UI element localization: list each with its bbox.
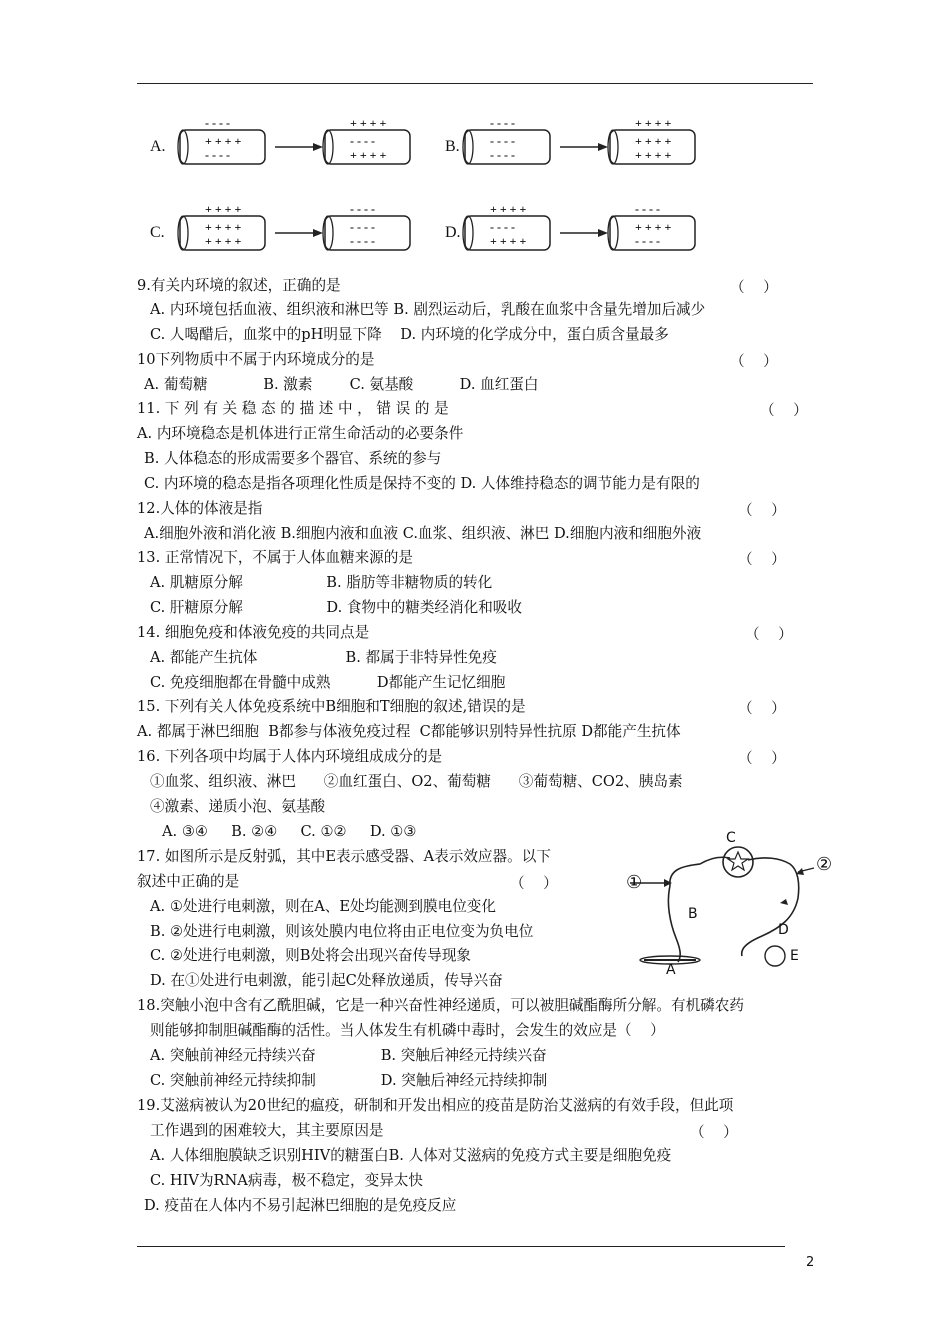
fig-b-before-top: - - - - — [490, 116, 515, 130]
q17-options-2: B. ②处进行电刺激，则该处膜内电位将由正电位变为负电位 — [150, 923, 534, 940]
q9-options-1: A. 内环境包括血液、组织液和淋巴等 B. 剧烈运动后，乳酸在血浆中含量先增加后减少 — [150, 301, 706, 318]
fig-c-after-low: - - - - — [350, 234, 375, 248]
q14-options-1: A. 都能产生抗体 B. 都属于非特异性免疫 — [150, 649, 497, 666]
q9-stem: 9.有关内环境的叙述，正确的是 — [137, 277, 341, 294]
q12-answer-paren: （ ） — [738, 502, 786, 519]
figure-panel-c — [150, 204, 445, 264]
figure-label-a: A. — [150, 138, 166, 155]
reflex-label-one: ① — [626, 872, 643, 893]
q11-answer-paren: （ ） — [760, 402, 808, 419]
reflex-arc-diagram — [626, 828, 840, 978]
q19-options-3: D. 疫苗在人体内不易引起淋巴细胞的是免疫反应 — [144, 1197, 457, 1214]
figure-label-b: B. — [445, 138, 460, 155]
reflex-label-b: B — [688, 906, 698, 922]
fig-c-before-top: + + + + — [205, 202, 242, 216]
fig-a-after-mid: - - - - — [350, 134, 375, 148]
q16-answer-paren: （ ） — [738, 750, 786, 767]
footer-rule — [137, 1246, 785, 1247]
q13-stem: 13. 正常情况下，不属于人体血糖来源的是 — [137, 549, 413, 566]
reflex-arc-drawing — [630, 828, 840, 978]
q13-options-2: C. 肝糖原分解 D. 食物中的糖类经消化和吸收 — [150, 599, 522, 616]
q19-stem-2: 工作遇到的困难较大，其主要原因是 — [150, 1122, 384, 1139]
q17-stem: 17. 如图所示是反射弧，其中E表示感受器、A表示效应器。以下 — [137, 848, 551, 865]
fig-d-after-low: - - - - — [635, 234, 660, 248]
fig-d-before-top: + + + + — [490, 202, 527, 216]
q11-options-1: A. 内环境稳态是机体进行正常生命活动的必要条件 — [137, 425, 464, 442]
fig-b-before-mid: - - - - — [490, 134, 515, 148]
fig-d-before-low: + + + + — [490, 234, 527, 248]
q17-answer-paren: （ ） — [510, 875, 558, 892]
q16-options-1: ①血浆、组织液、淋巴 ②血红蛋白、O2、葡萄糖 ③葡萄糖、CO2、胰岛素 — [150, 773, 683, 790]
fig-c-after-mid: - - - - — [350, 220, 375, 234]
reflex-label-d: D — [778, 922, 789, 938]
page-number: 2 — [806, 1255, 815, 1270]
figure-label-c: C. — [150, 224, 165, 241]
reflex-label-e: E — [790, 948, 799, 964]
fig-a-after-top: + + + + — [350, 116, 387, 130]
q10-stem: 10下列物质中不属于内环境成分的是 — [137, 351, 375, 368]
fig-d-before-mid: - - - - — [490, 220, 515, 234]
fig-c-after-top: - - - - — [350, 202, 375, 216]
q12-options-1: A.细胞外液和消化液 B.细胞内液和血液 C.血浆、组织液、淋巴 D.细胞内液和细胞外液 — [144, 525, 702, 542]
q16-options-3: A. ③④ B. ②④ C. ①② D. ①③ — [162, 823, 417, 840]
fig-a-before-top: - - - - — [205, 116, 230, 130]
figure-label-d: D. — [445, 224, 461, 241]
figure-panel-a — [150, 118, 445, 178]
fig-d-after-top: - - - - — [635, 202, 660, 216]
reflex-label-two: ② — [816, 854, 833, 875]
figure-panel-b — [445, 118, 730, 178]
fig-b-after-mid: + + + + — [635, 134, 672, 148]
header-rule — [137, 83, 813, 84]
q15-options-1: A. 都属于淋巴细胞 B都参与体液免疫过程 C都能够识别特异性抗原 D都能产生抗体 — [137, 723, 681, 740]
q10-answer-paren: （ ） — [730, 353, 778, 370]
q16-options-2: ④激素、递质小泡、氨基酸 — [150, 798, 326, 815]
q14-options-2: C. 免疫细胞都在骨髓中成熟 D都能产生记忆细胞 — [150, 674, 506, 691]
reflex-label-a: A — [666, 962, 676, 978]
q11-stem: 11. 下 列 有 关 稳 态 的 描 述 中 ， 错 误 的 是 — [137, 400, 449, 417]
q15-answer-paren: （ ） — [738, 700, 786, 717]
fig-c-before-low: + + + + — [205, 234, 242, 248]
q18-stem: 18.突触小泡中含有乙酰胆碱，它是一种兴奋性神经递质，可以被胆碱酯酶所分解。有机磷农药 — [137, 997, 744, 1014]
fig-a-before-low: - - - - — [205, 148, 230, 162]
fig-a-after-low: + + + + — [350, 148, 387, 162]
q14-stem: 14. 细胞免疫和体液免疫的共同点是 — [137, 624, 370, 641]
q13-options-1: A. 肌糖原分解 B. 脂肪等非糖物质的转化 — [150, 574, 493, 591]
q15-stem: 15. 下列有关人体免疫系统中B细胞和T细胞的叙述,错误的是 — [137, 698, 526, 715]
q13-answer-paren: （ ） — [738, 551, 786, 568]
q10-options-1: A. 葡萄糖 B. 激素 C. 氨基酸 D. 血红蛋白 — [144, 376, 539, 393]
q17-options-1: A. ①处进行电刺激，则在A、E处均能测到膜电位变化 — [150, 898, 496, 915]
q18-options-2: C. 突触前神经元持续抑制 D. 突触后神经元持续抑制 — [150, 1072, 548, 1089]
fig-b-after-top: + + + + — [635, 116, 672, 130]
fig-b-after-low: + + + + — [635, 148, 672, 162]
q9-options-2: C. 人喝醋后，血浆中的pH明显下降 D. 内环境的化学成分中，蛋白质含量最多 — [150, 326, 669, 343]
q19-stem: 19.艾滋病被认为20世纪的瘟疫，研制和开发出相应的疫苗是防治艾滋病的有效手段，但此项 — [137, 1097, 734, 1114]
q11-options-3: C. 内环境的稳态是指各项理化性质是保持不变的 D. 人体维持稳态的调节能力是有限的 — [144, 475, 700, 492]
fig-c-before-mid: + + + + — [205, 220, 242, 234]
q9-answer-paren: （ ） — [730, 279, 778, 296]
q12-stem: 12.人体的体液是指 — [137, 500, 263, 517]
fig-b-before-low: - - - - — [490, 148, 515, 162]
q19-options-1: A. 人体细胞膜缺乏识别HIV的糖蛋白B. 人体对艾滋病的免疫方式主要是细胞免疫 — [150, 1147, 672, 1164]
q14-answer-paren: （ ） — [745, 626, 793, 643]
fig-a-before-mid: + + + + — [205, 134, 242, 148]
q11-options-2: B. 人体稳态的形成需要多个器官、系统的参与 — [144, 450, 442, 467]
fig-d-after-mid: + + + + — [635, 220, 672, 234]
q19-options-2: C. HIV为RNA病毒，极不稳定，变异太快 — [150, 1172, 423, 1189]
q18-options-1: A. 突触前神经元持续兴奋 B. 突触后神经元持续兴奋 — [150, 1047, 547, 1064]
q17-options-3: C. ②处进行电刺激，则B处将会出现兴奋传导现象 — [150, 947, 472, 964]
q19-answer-paren: （ ） — [690, 1124, 738, 1141]
q17-stem-2: 叙述中正确的是 — [137, 873, 240, 890]
q18-stem-2: 则能够抑制胆碱酯酶的活性。当人体发生有机磷中毒时，会发生的效应是（ ） — [150, 1022, 665, 1039]
q17-options-4: D. 在①处进行电刺激，能引起C处释放递质，传导兴奋 — [150, 972, 503, 989]
figure-panel-d — [445, 204, 730, 264]
reflex-label-c: C — [726, 830, 736, 846]
q16-stem: 16. 下列各项中均属于人体内环境组成成分的是 — [137, 748, 443, 765]
